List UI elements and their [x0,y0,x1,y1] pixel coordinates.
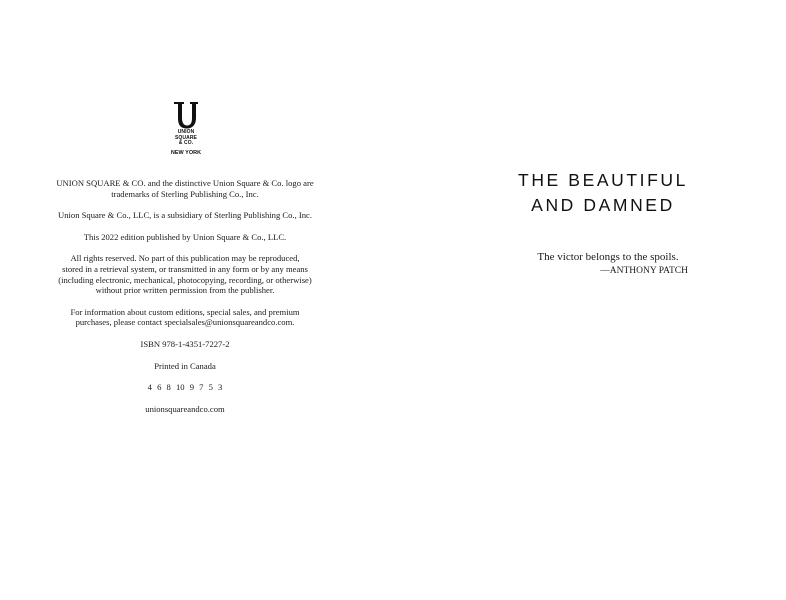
rights-line: stored in a retrieval system, or transmitted in any form or by any means [62,263,308,274]
info-line: purchases, please contact specialsales@unionsquareandco.com. [75,317,295,328]
epigraph-attribution: —ANTHONY PATCH [600,266,688,276]
title-page [420,0,786,600]
printed-in: Printed in Canada [154,360,216,371]
edition-paragraph: This 2022 edition published by Union Square & Co., LLC. [83,231,287,242]
print-line: 4 6 8 10 9 7 5 3 [147,382,223,393]
rights-line: All rights reserved. No part of this publication may be reproduced, [70,253,300,264]
book-title [420,168,786,218]
title-line-1: THE BEAUTIFUL [518,170,688,190]
isbn: ISBN 978-1-4351-7227-2 [140,338,230,349]
info-paragraph [30,307,340,328]
rights-line: without prior written permission from the publisher. [95,285,275,296]
trademark-paragraph [30,178,340,199]
u-logo-icon [171,100,201,130]
epigraph-quote: The victor belongs to the spoils. [537,251,679,263]
logo-city: NEW YORK [170,149,202,156]
publisher-logo [160,100,212,164]
logo-line-2: SQUARE [175,134,197,141]
epigraph [528,250,688,278]
title-line-2: AND DAMNED [531,195,675,215]
info-line: For information about custom editions, special sales, and premium [70,306,300,317]
trademark-line: trademarks of Sterling Publishing Co., Inc. [111,188,259,199]
copyright-page [0,0,372,600]
rights-paragraph [30,253,340,295]
website: unionsquareandco.com [145,403,225,414]
trademark-line: UNION SQUARE & CO. and the distinctive Union Square & Co. logo are [56,178,314,188]
rights-line: (including electronic, mechanical, photocopying, recording, or otherwise) [58,274,312,285]
logo-line-3: & CO. [178,140,194,146]
subsidiary-paragraph: Union Square & Co., LLC, is a subsidiary of Sterling Publishing Co., Inc. [58,210,312,221]
logo-line-1: UNION [177,129,195,135]
copyright-text [30,178,340,425]
